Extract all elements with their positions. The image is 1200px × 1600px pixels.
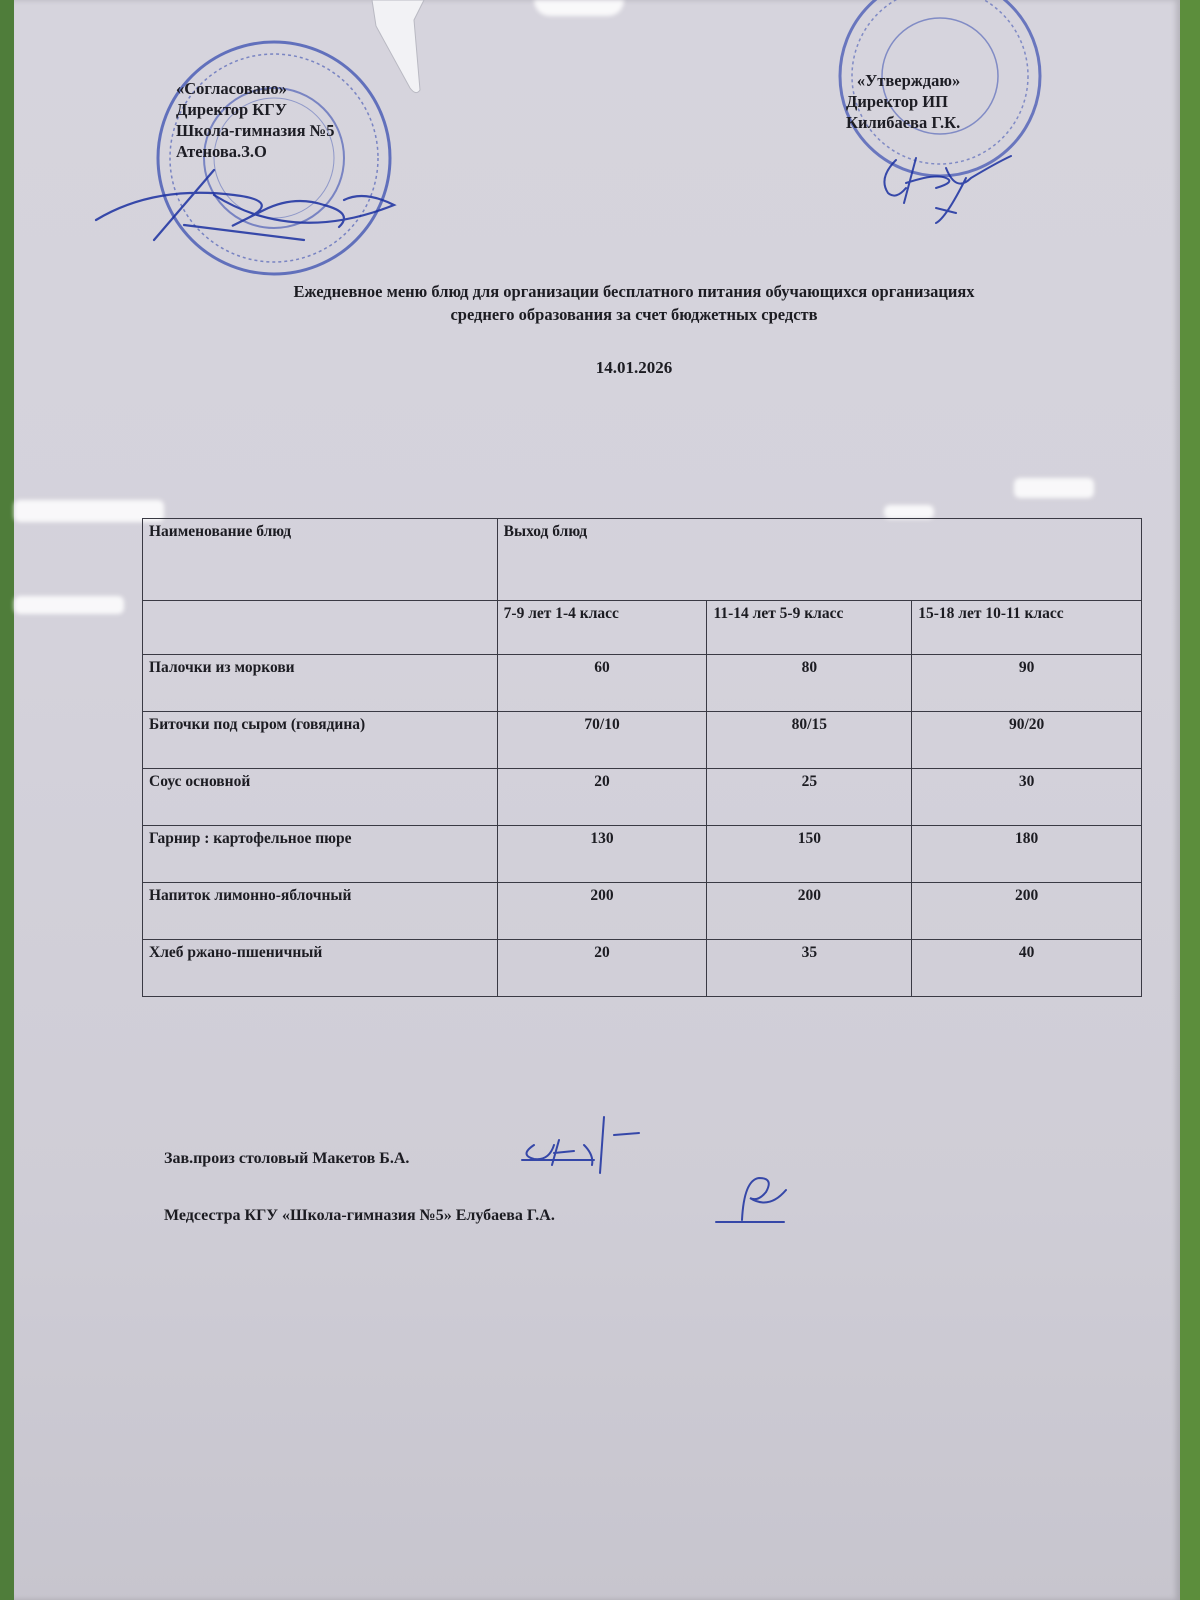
dish-name: Соус основной [143,769,498,826]
nurse-text: Медсестра КГУ «Школа-гимназия №5» Елубаева Г.А. [164,1207,555,1224]
menu-date: 14.01.2026 [595,358,673,377]
table-row [143,940,1142,997]
age-group-cell: 7-9 лет 1-4 класс [497,601,707,655]
age-group-cell: 11-14 лет 5-9 класс [707,601,912,655]
dish-name: Гарнир : картофельное пюре [143,826,498,883]
title-line-1: Ежедневное меню блюд для организации бесплатного питания обучающихся организациях [293,282,975,301]
age-group-row [143,601,1142,655]
age-group-cell: 15-18 лет 10-11 класс [912,601,1142,655]
agreed-block [176,78,334,162]
nurse-signature-icon [714,1170,804,1230]
portion-value: 200 [912,883,1142,940]
page-title [134,280,1134,326]
menu-table [142,518,1142,997]
portion-value: 90 [912,655,1142,712]
table-row [143,769,1142,826]
kitchen-manager-line [164,1150,409,1168]
manager-signature-icon [514,1115,664,1175]
empty-cell [143,601,498,655]
portion-value: 80/15 [707,712,912,769]
approved-block [846,70,960,133]
portion-value: 70/10 [497,712,707,769]
approved-line: Килибаева Г.К. [846,113,961,132]
table-header-row [143,519,1142,601]
header-dish-name: Наименование блюд [143,519,498,601]
dish-name: Биточки под сыром (говядина) [143,712,498,769]
nurse-line [164,1207,555,1225]
background-edge [1180,0,1200,1600]
agreed-line: «Согласовано» [176,79,287,98]
dish-name: Напиток лимонно-яблочный [143,883,498,940]
portion-value: 20 [497,769,707,826]
header-output: Выход блюд [497,519,1141,601]
glare [1014,478,1094,498]
dish-name: Хлеб ржано-пшеничный [143,940,498,997]
portion-value: 200 [497,883,707,940]
portion-value: 180 [912,826,1142,883]
portion-value: 20 [497,940,707,997]
portion-value: 35 [707,940,912,997]
glare [884,505,934,519]
table-row [143,826,1142,883]
portion-value: 130 [497,826,707,883]
left-signature-icon [94,165,404,255]
title-line-2: среднего образования за счет бюджетных средств [450,305,818,324]
dish-name: Палочки из моркови [143,655,498,712]
approved-line: «Утверждаю» [856,71,961,90]
glare [14,596,124,614]
clip-glare [534,0,624,16]
right-signature-icon [876,148,1026,228]
portion-value: 90/20 [912,712,1142,769]
menu-sheet [14,0,1180,1600]
table-row [143,883,1142,940]
portion-value: 60 [497,655,707,712]
portion-value: 40 [912,940,1142,997]
portion-value: 30 [912,769,1142,826]
agreed-line: Директор КГУ [176,100,287,119]
kitchen-manager-text: Зав.произ столовый Макетов Б.А. [164,1150,410,1167]
portion-value: 200 [707,883,912,940]
portion-value: 150 [707,826,912,883]
portion-value: 25 [707,769,912,826]
portion-value: 80 [707,655,912,712]
agreed-line: Атенова.З.О [176,142,267,161]
agreed-line: Школа-гимназия №5 [176,121,335,140]
approved-line: Директор ИП [846,92,948,111]
table-row [143,712,1142,769]
table-row [143,655,1142,712]
